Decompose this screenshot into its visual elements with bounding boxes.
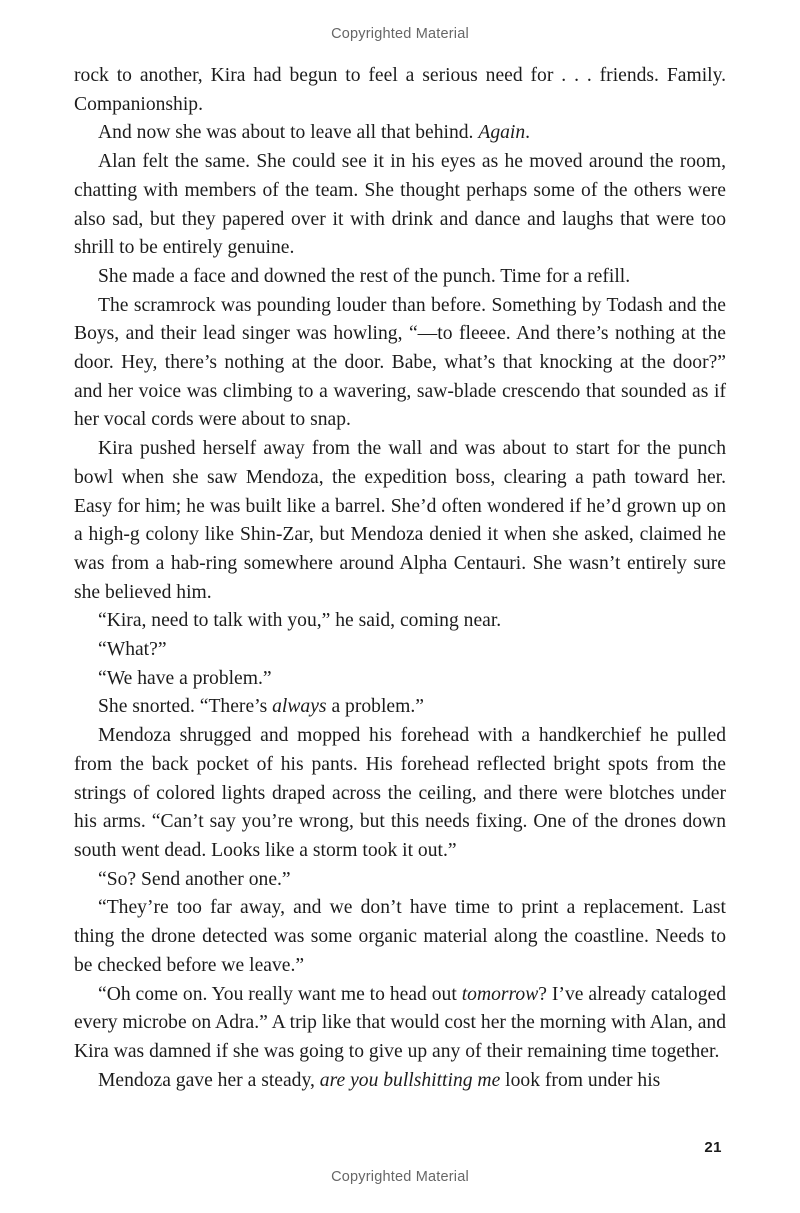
page-number: 21 xyxy=(704,1139,722,1156)
paragraph: “Kira, need to talk with you,” he said, coming near. xyxy=(98,610,502,632)
paragraph: Mendoza gave her a steady, are you bullshitting me look from under his xyxy=(98,1069,661,1091)
paragraph: The scramrock was pounding louder than before. Something by Todash and the Boys, and their lead singer was howling, “—to fleeee. And there’s nothing at the door. Hey, there’s nothing at the door. Babe, what’s that knocking at the door?” and her voice was climbing to a wavering, saw-blade crescendo that sounded as if her vocal cords were about to snap. xyxy=(74,294,726,431)
copyright-watermark-bottom: Copyrighted Material xyxy=(331,1169,469,1185)
paragraph: “So? Send another one.” xyxy=(98,868,291,890)
paragraph: “Oh come on. You really want me to head out tomorrow? I’ve already cataloged every microbe on Adra.” A trip like that would cost her the morning with Alan, and Kira was damned if she was going to give up any of their remaining time together. xyxy=(74,983,726,1062)
paragraph: And now she was about to leave all that behind. Again. xyxy=(98,122,531,144)
copyright-watermark-top: Copyrighted Material xyxy=(331,26,469,42)
body-text xyxy=(74,62,726,1095)
paragraph: Alan felt the same. She could see it in his eyes as he moved around the room, chatting with members of the team. She thought perhaps some of the others were also sad, but they papered over it with drink and dance and laughs that were too shrill to be entirely genuine. xyxy=(74,151,726,259)
paragraph: She made a face and downed the rest of the punch. Time for a refill. xyxy=(98,265,631,287)
paragraph: She snorted. “There’s always a problem.” xyxy=(98,696,424,718)
paragraph: “What?” xyxy=(98,639,167,661)
paragraph: “We have a problem.” xyxy=(98,667,272,689)
paragraph: “They’re too far away, and we don’t have time to print a replacement. Last thing the drone detected was some organic material along the coastline. Needs to be checked before we leave.” xyxy=(74,897,726,976)
paragraph: Mendoza shrugged and mopped his forehead with a handkerchief he pulled from the back pocket of his pants. His forehead reflected bright spots from the strings of colored lights draped across the ceiling, and there were blotches under his arms. “Can’t say you’re wrong, but this needs fixing. One of the drones down south went dead. Looks like a storm took it out.” xyxy=(74,725,726,861)
paragraph: Kira pushed herself away from the wall and was about to start for the punch bowl when she saw Mendoza, the expedition boss, clearing a path toward her. Easy for him; he was built like a barrel. She’d often wondered if he’d grown up on a high-g colony like Shin-Zar, but Mendoza denied it when she asked, claimed he was from a hab-ring somewhere around Alpha Centauri. She wasn’t entirely sure she believed him. xyxy=(74,438,726,603)
paragraph: rock to another, Kira had begun to feel a serious need for . . . friends. Family. Companionship. xyxy=(74,65,726,115)
